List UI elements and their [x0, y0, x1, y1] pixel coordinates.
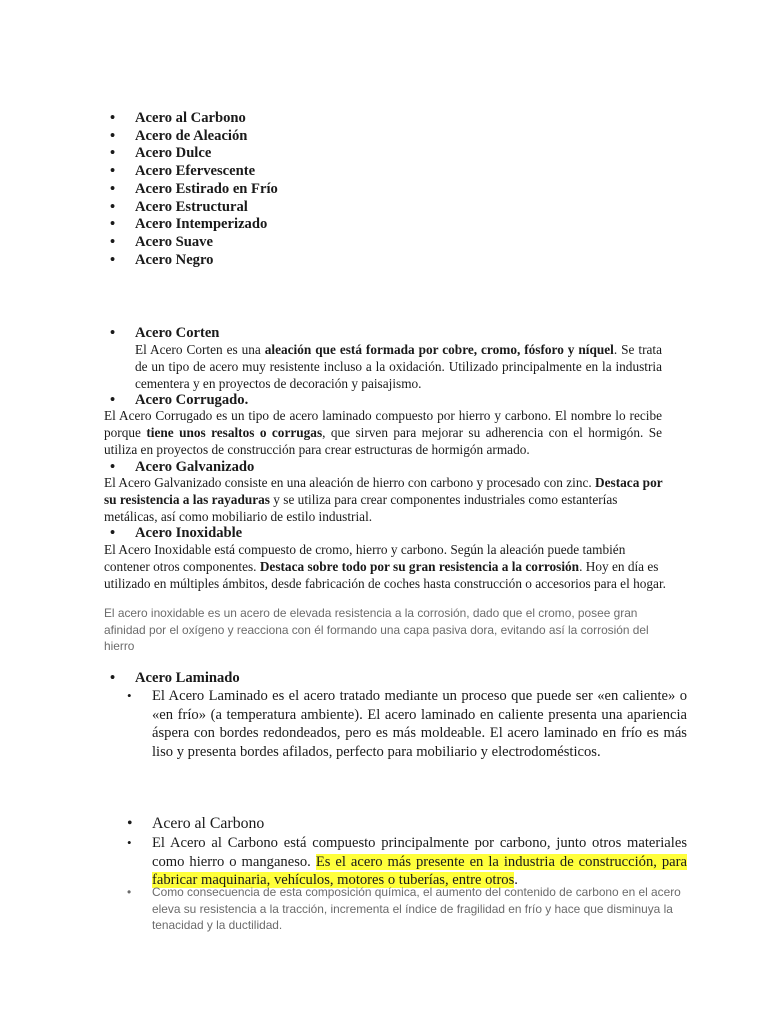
- paragraph-corten: [135, 341, 662, 392]
- heading-acero-galvanizado: • Acero Galvanizado: [110, 458, 254, 476]
- text: El Acero Corten es una: [135, 342, 265, 357]
- heading-acero-al-carbono: • Acero al Carbono: [127, 814, 264, 833]
- list-item: • Acero Estirado en Frío: [110, 181, 670, 199]
- text: .: [514, 872, 518, 889]
- bullet-dot: •: [127, 885, 132, 899]
- bold-text: tiene unos resaltos o corrugas: [146, 425, 323, 440]
- text: , que sirven para mejorar su adherencia con el hormigón. Se utiliza en proyectos de construcción para crear estructuras de hormigón armado.: [104, 425, 662, 457]
- list-item: • Acero Negro: [110, 252, 670, 270]
- text: Como consecuencia de esta composición química, el aumento del contenido de carbono en el acero eleva su resistencia a la tracción, incrementa el índice de fragilidad en frío y hace que disminuya la tenacidad y la ductilidad.: [152, 885, 681, 932]
- text: El Acero al Carbono está compuesto principalmente por carbono, junto otros materiales como hierro o manganeso.: [152, 835, 687, 870]
- paragraph-galvanizado: [104, 474, 664, 525]
- bold-text: aleación que está formada por cobre, cromo, fósforo y níquel: [264, 342, 614, 357]
- text: . Hoy en día es utilizado en múltiples ámbitos, desde fabricación de coches hasta construcción o accesorios para el hogar.: [104, 559, 666, 591]
- text: El Acero Inoxidable está compuesto de cromo, hierro y carbono. Según la aleación puede también contener otros componentes.: [104, 542, 626, 574]
- highlighted-text: Es el acero más presente en la industria de construcción, para fabricar maquinaria, vehículos, motores o tuberías, entre otros: [152, 853, 687, 889]
- bold-text: Destaca por su resistencia a las rayaduras: [104, 475, 663, 507]
- text: El Acero Galvanizado consiste en una aleación de hierro con carbono y procesado con zinc.: [104, 475, 596, 490]
- list-item: • Acero Dulce: [110, 145, 670, 163]
- list-item: • Acero al Carbono: [110, 110, 670, 128]
- text: El Acero Corrugado es un tipo de acero laminado compuesto por hierro y carbono. El nombre lo recibe porque: [104, 408, 662, 440]
- steel-types-list: [110, 110, 670, 269]
- heading-acero-laminado: • Acero Laminado: [110, 669, 240, 687]
- heading-acero-corrugado: • Acero Corrugado.: [110, 391, 248, 409]
- list-item: • Acero Suave: [110, 234, 670, 252]
- heading-acero-inoxidable: • Acero Inoxidable: [110, 524, 242, 542]
- list-item: • Acero de Aleación: [110, 128, 670, 146]
- list-item: • Acero Estructural: [110, 199, 670, 217]
- note-carbono: [127, 884, 689, 934]
- paragraph-laminado: • El Acero Laminado es el acero tratado mediante un proceso que puede ser «en caliente» o «en frío» (a temperatura ambiente). El acero laminado en caliente presenta una apariencia áspera con bordes redondeados, pero es más moldeable. El acero laminado en frío es más liso y presenta bordes afilados, perfecto para mobiliario y electrodomésticos.: [127, 687, 687, 762]
- paragraph-carbono: [127, 834, 687, 890]
- list-item: • Acero Intemperizado: [110, 216, 670, 234]
- text: . Se trata de un tipo de acero muy resistente incluso a la oxidación. Utilizado principalmente en la industria cementera y en proyectos de decoración y paisajismo.: [135, 342, 662, 391]
- heading-acero-corten: • Acero Corten: [110, 324, 219, 342]
- note-inoxidable: El acero inoxidable es un acero de elevada resistencia a la corrosión, dado que el cromo, posee gran afinidad por el oxígeno y reacciona con él formando una capa pasiva dora, evitando así la corrosión del hierro: [104, 606, 649, 653]
- text: y se utiliza para crear componentes industriales como estanterías metálicas, así como mobiliario de estilo industrial.: [104, 492, 618, 524]
- bold-text: Destaca sobre todo por su gran resistencia a la corrosión: [259, 559, 580, 574]
- paragraph-corrugado: [104, 407, 662, 458]
- list-item: • Acero Efervescente: [110, 163, 670, 181]
- paragraph-inoxidable: [104, 541, 666, 592]
